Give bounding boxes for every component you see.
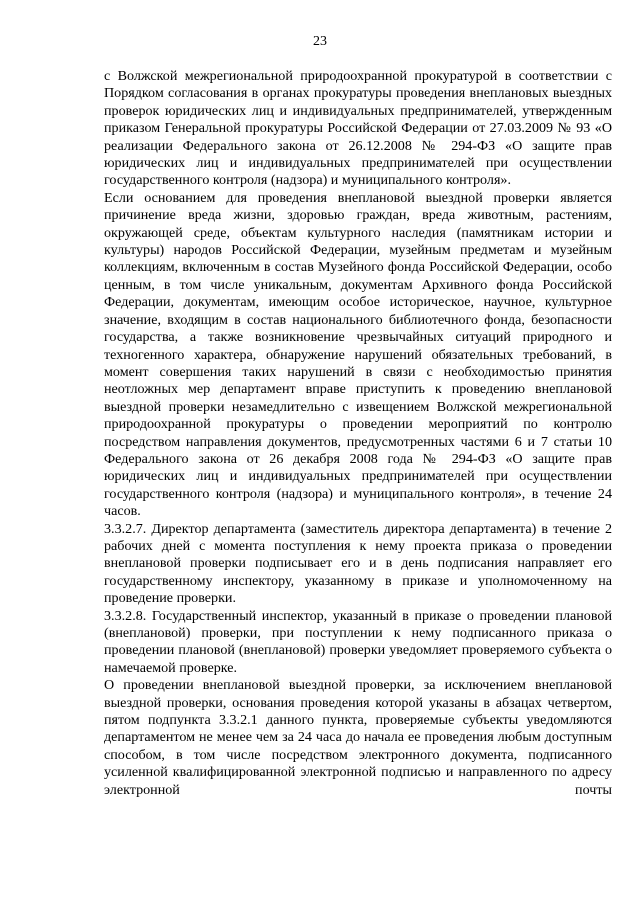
paragraph-urgent-inspection: Если основанием для проведения внеплановой выездной проверки является причинение вреда жизни, здоровью граждан, вреда животным, растениям, окружающей среде, объектам культурного наследия (памятникам истории и культуры) народов Российской Федерации, музейным предметам и музейным коллекциям, включенным в состав Музейного фонда Российской Федерации, особо ценным, в том числе уникальным, документам Архивного фонда Российской Федерации, документам, имеющим особое историческое, научное, культурное значение, входящим в состав национального библиотечного фонда, безопасности государства, а также возникновение чрезвычайных ситуаций природного и техногенного характера, обнаружение нарушений обязательных требований, в момент совершения таких нарушений в связи с необходимостью принятия неотложных мер департамент вправе приступить к проведению внеплановой выездной проверки незамедлительно с извещением Волжской межрегиональной природоохранной прокуратуры о проведении мероприятий по контролю посредством направления документов, предусмотренных частями 6 и 7 статьи 10 Федерального закона от 26 декабря 2008 года № 294-ФЗ «О защите прав юридических лиц и индивидуальных предпринимателей при осуществлении государственного контроля (надзора) и муниципального контроля», в течение 24 часов. <box>104 189 612 520</box>
paragraph-3-3-2-7: 3.3.2.7. Директор департамента (заместитель директора департамента) в течение 2 рабочих дней с момента поступления к нему проекта приказа о проведении внеплановой проверки подписывает его и в день подписания направляет его государственному инспектору, указанному в приказе и уполномоченному на проведение проверки. <box>104 520 612 607</box>
paragraph-3-3-2-8: 3.3.2.8. Государственный инспектор, указанный в приказе о проведении плановой (внеплановой) проверки, при поступлении к нему подписанного приказа о проведении плановой (внеплановой) проверки уведомляет проверяемого субъекта о намечаемой проверке. <box>104 607 612 676</box>
paragraph-notification: О проведении внеплановой выездной проверки, за исключением внеплановой выездной проверки, основания проведения которой указаны в абзацах четвертом, пятом подпункта 3.3.2.1 данного пункта, проверяемые субъекты уведомляются департаментом не менее чем за 24 часа до начала ее проведения любым доступным способом, в том числе посредством электронного документа, подписанного усиленной квалифицированной электронной подписью и направленного по адресу электронной почты <box>104 677 612 798</box>
paragraph-prosecutor-approval: с Волжской межрегиональной природоохранной прокуратурой в соответствии с Порядком согласования в органах прокуратуры проведения внеплановых выездных проверок юридических лиц и индивидуальных предпринимателей, утвержденным приказом Генеральной прокуратуры Российской Федерации от 27.03.2009 № 93 «О реализации Федерального закона от 26.12.2008 № 294-ФЗ «О защите прав юридических лиц и индивидуальных предпринимателей при осуществлении государственного контроля (надзора) и муниципального контроля». <box>104 68 612 189</box>
page-number: 23 <box>313 34 327 49</box>
document-body <box>104 68 612 799</box>
